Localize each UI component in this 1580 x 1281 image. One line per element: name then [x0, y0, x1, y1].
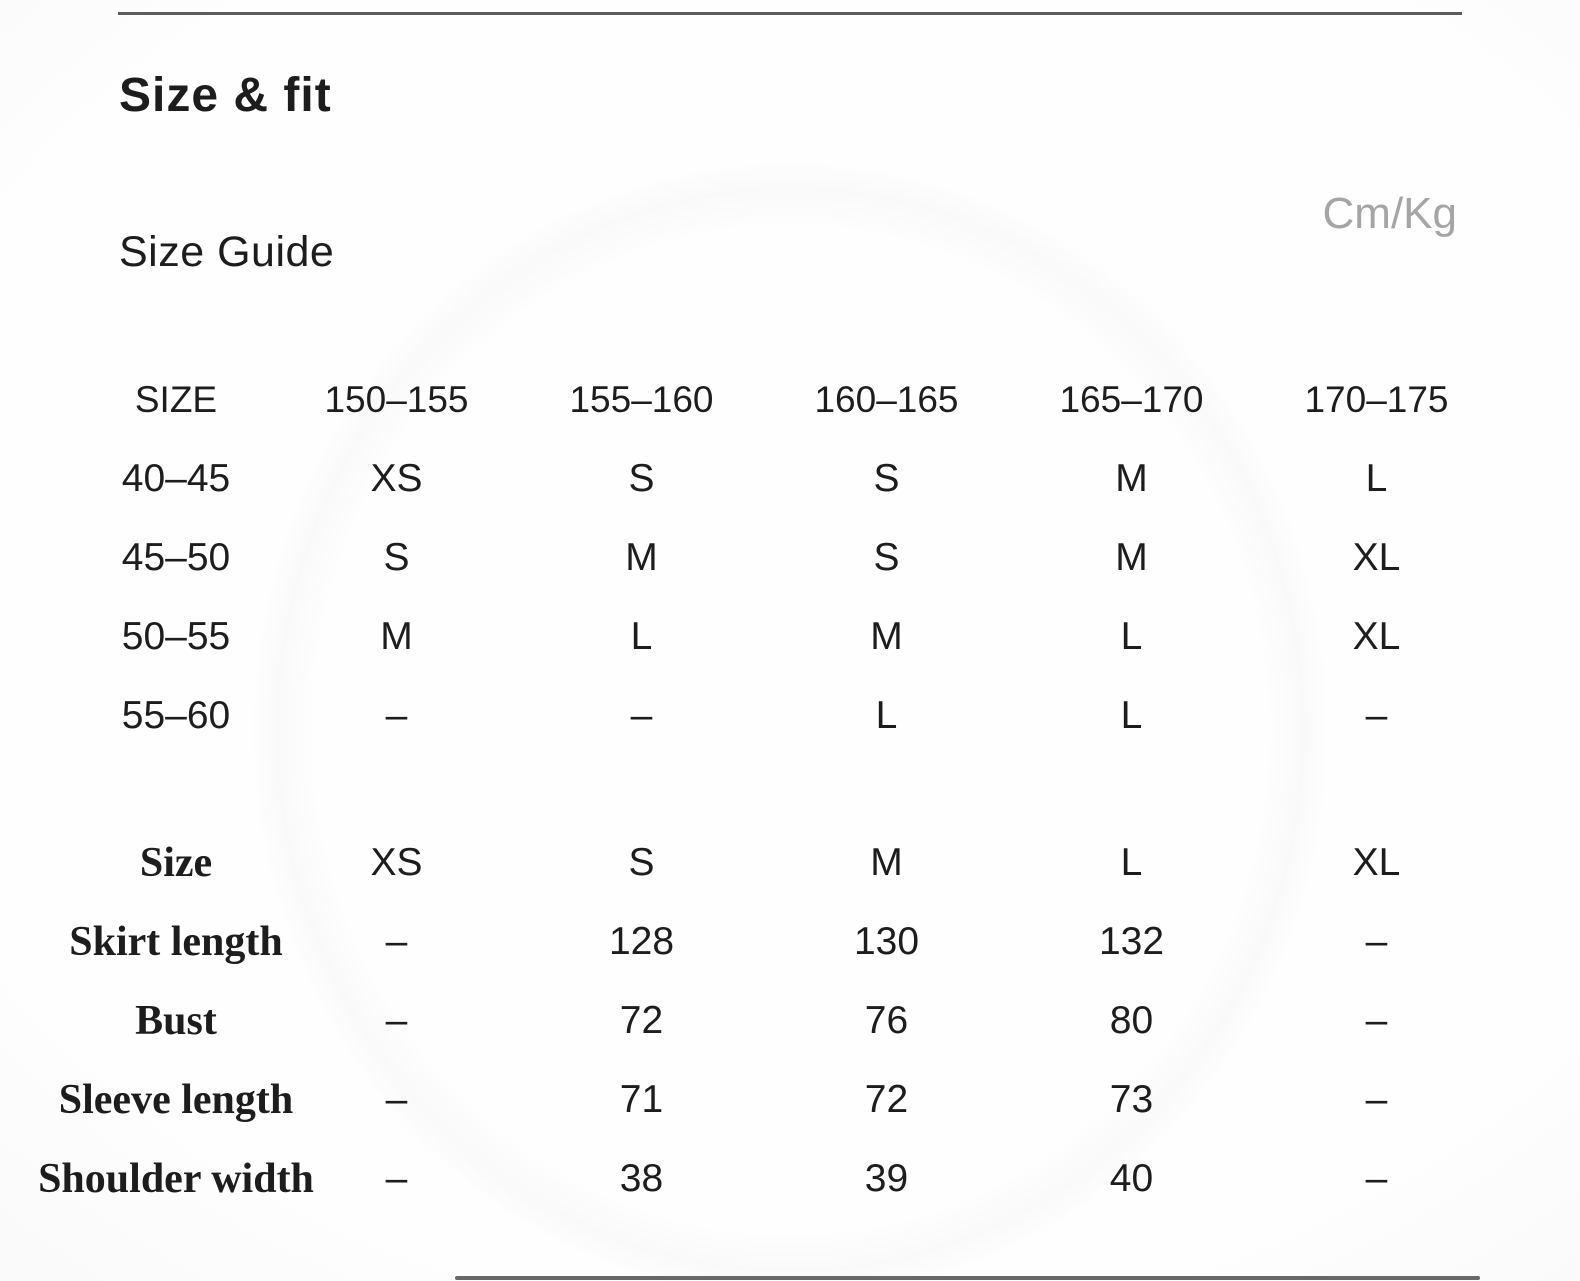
size-chart-row-label: 40–45: [121, 456, 231, 500]
size-chart-header-cell: SIZE: [134, 378, 218, 420]
size-chart-table: [78, 360, 1499, 755]
top-divider: [118, 12, 1462, 15]
measurement-cell: 71: [619, 1077, 664, 1121]
measurement-cell: –: [385, 1156, 408, 1200]
size-chart-header-cell: 170–175: [1304, 378, 1449, 420]
measurement-cell: 76: [864, 998, 909, 1042]
measurement-row-label: Bust: [135, 997, 217, 1044]
section-title-size-guide: Size Guide: [119, 228, 335, 276]
size-chart-cell: XS: [370, 456, 423, 500]
measurement-cell: –: [385, 998, 408, 1042]
measurement-size-column: XS: [370, 840, 423, 884]
measurement-size-column: M: [870, 840, 903, 884]
measurement-cell: 132: [1098, 919, 1165, 963]
size-chart-row-label: 55–60: [121, 693, 231, 737]
measurement-cell: –: [1365, 998, 1388, 1042]
measurement-size-column: XL: [1352, 840, 1401, 884]
size-chart-cell: S: [383, 535, 410, 579]
measurement-cell: 40: [1109, 1156, 1154, 1200]
size-chart-cell: –: [385, 693, 408, 737]
measurement-cell: –: [385, 1077, 408, 1121]
page-title: Size & fit: [119, 69, 332, 122]
measurement-cell: 130: [853, 919, 920, 963]
size-chart-header-cell: 150–155: [324, 378, 469, 420]
size-chart-cell: XL: [1352, 614, 1401, 658]
measurement-cell: 128: [608, 919, 675, 963]
measurement-cell: –: [1365, 1156, 1388, 1200]
size-chart-cell: L: [1120, 614, 1143, 658]
measurement-row-label: Sleeve length: [58, 1076, 294, 1123]
size-chart-header-cell: 155–160: [569, 378, 714, 420]
size-chart-row-label: 45–50: [121, 535, 231, 579]
size-chart-cell: S: [628, 456, 655, 500]
unit-label: Cm/Kg: [1322, 189, 1457, 238]
size-chart-cell: S: [873, 535, 900, 579]
size-chart-cell: M: [625, 535, 658, 579]
size-chart-cell: L: [1120, 693, 1143, 737]
size-chart-cell: M: [1115, 535, 1148, 579]
measurement-size-column: L: [1120, 840, 1143, 884]
measurement-cell: 73: [1109, 1077, 1154, 1121]
size-chart-cell: –: [1365, 693, 1388, 737]
size-chart-row-label: 50–55: [121, 614, 231, 658]
measurement-table: [38, 823, 1499, 1218]
size-chart-cell: –: [630, 693, 653, 737]
size-chart-cell: XL: [1352, 535, 1401, 579]
size-chart-cell: M: [380, 614, 413, 658]
size-chart-cell: M: [1115, 456, 1148, 500]
measurement-cell: 39: [864, 1156, 909, 1200]
measurement-cell: 72: [619, 998, 664, 1042]
size-chart-cell: L: [630, 614, 653, 658]
size-chart-cell: L: [875, 693, 898, 737]
measurement-cell: –: [1365, 1077, 1388, 1121]
measurement-header-size-label: Size: [139, 839, 213, 886]
size-chart-header-cell: 160–165: [814, 378, 959, 420]
size-chart-cell: M: [870, 614, 903, 658]
measurement-cell: 80: [1109, 998, 1154, 1042]
measurement-cell: –: [1365, 919, 1388, 963]
measurement-row-label: Skirt length: [69, 918, 283, 965]
measurement-cell: –: [385, 919, 408, 963]
measurement-row-label: Shoulder width: [38, 1155, 314, 1202]
horizontal-scrollbar-thumb[interactable]: [455, 1276, 1480, 1280]
size-chart-header-cell: 165–170: [1059, 378, 1204, 420]
measurement-cell: 72: [864, 1077, 909, 1121]
size-chart-cell: L: [1365, 456, 1388, 500]
measurement-cell: 38: [619, 1156, 664, 1200]
size-chart-cell: S: [873, 456, 900, 500]
measurement-size-column: S: [628, 840, 655, 884]
